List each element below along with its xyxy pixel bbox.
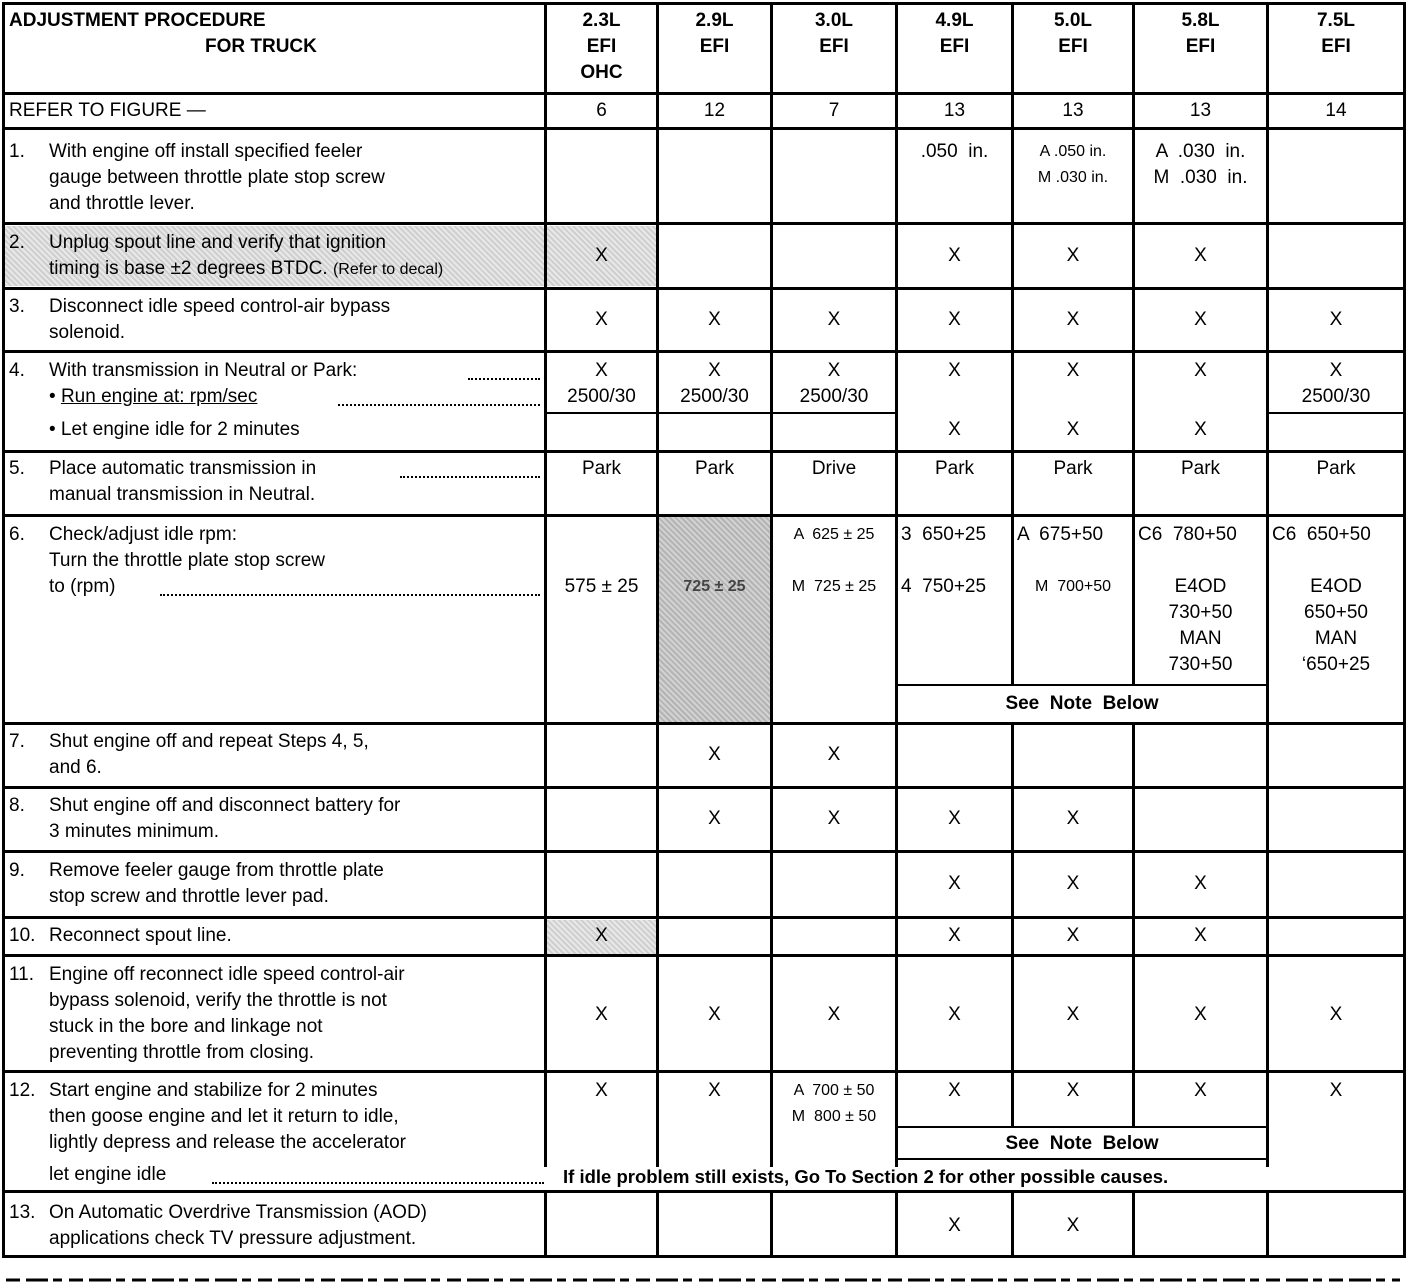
step-11-text-line-3: stuck in the bore and linkage not: [49, 1016, 323, 1037]
step-6-4-9l-value-3: 3 650+25: [901, 524, 987, 545]
step-13-text-line-1: On Automatic Overdrive Transmission (AOD): [49, 1202, 427, 1223]
step-11-2-9l-mark: X: [708, 1004, 721, 1025]
step-6-leader: [160, 594, 540, 596]
step-6-number: 6.: [9, 524, 25, 545]
step-13-number: 13.: [9, 1202, 36, 1223]
refer-to-figure-label: REFER TO FIGURE —: [9, 100, 206, 121]
step-6-text-line-3: to (rpm): [49, 576, 116, 597]
step-11-text-line-4: preventing throttle from closing.: [49, 1042, 315, 1063]
step-4-text-line-2: • Run engine at: rpm/sec: [49, 386, 258, 407]
row-line-8: [2, 850, 1406, 853]
step-7-text-line-1: Shut engine off and repeat Steps 4, 5,: [49, 731, 369, 752]
step-6-7-5l-e4od: E4OD: [1310, 576, 1362, 597]
step-12-see-note-below: See Note Below: [1005, 1133, 1159, 1154]
step-4-5-8l-mark: X: [1194, 360, 1207, 381]
row-line-9: [2, 916, 1406, 919]
step-6-3-0l-manual: M 725 ± 25: [791, 578, 877, 595]
step-3-text-line-2: solenoid.: [49, 322, 126, 343]
step-4-3-0l-mark: X: [827, 360, 841, 381]
step-7-3-0l-mark: X: [827, 744, 841, 765]
shaded-2-9l-idle-cell: [658, 516, 770, 722]
step-4-number: 4.: [9, 360, 25, 381]
title-line-2: FOR TRUCK: [205, 36, 317, 57]
step-6-5-0l-manual: M 700+50: [1034, 578, 1112, 595]
step-11-text-line-1: Engine off reconnect idle speed control-air: [49, 964, 405, 985]
title-line-1: ADJUSTMENT PROCEDURE: [9, 10, 266, 31]
step-4-2-3l-rpm: 2500/30: [567, 386, 636, 407]
row-line-1: [2, 222, 1406, 225]
step-7-2-9l-mark: X: [708, 744, 721, 765]
step-5-7-5l-value: Park: [1316, 458, 1356, 479]
step-8-number: 8.: [9, 795, 25, 816]
step-3-5-0l-mark: X: [1066, 309, 1080, 330]
step-4-5-0l-idle-mark: X: [1066, 419, 1080, 440]
step-8-4-9l-mark: X: [948, 808, 961, 829]
row-line-figure: [2, 127, 1406, 130]
engine-4-9l-type: EFI: [939, 36, 970, 57]
step-5-number: 5.: [9, 458, 25, 479]
step-2-text-line-2: timing is base ±2 degrees BTDC. (Refer to decal): [49, 258, 444, 279]
step-11-4-9l-mark: X: [948, 1004, 961, 1025]
figure-5-0l: 13: [1062, 100, 1084, 121]
figure-2-3l: 6: [596, 100, 607, 121]
step-10-2-3l-mark: X: [595, 925, 608, 946]
step-4-2-9l-mark: X: [708, 360, 721, 381]
engine-7-5l-type: EFI: [1321, 36, 1351, 57]
step-12-5-8l-mark: X: [1194, 1080, 1207, 1101]
step-4-text-line-3: • Let engine idle for 2 minutes: [49, 419, 300, 440]
step-2-4-9l-mark: X: [948, 245, 961, 266]
step-2-text-line-1: Unplug spout line and verify that ignition: [49, 232, 386, 253]
step-6-3-0l-auto: A 625 ± 25: [793, 526, 875, 543]
step-6-5-8l-man-value: 730+50: [1168, 654, 1233, 675]
step-8-text-line-2: 3 minutes minimum.: [49, 821, 219, 842]
step-10-number: 10.: [9, 925, 36, 946]
step-1-5-0l-auto: A .050 in.: [1039, 143, 1107, 160]
col-line-4: [895, 2, 898, 1167]
step-5-3-0l-value: Drive: [811, 458, 857, 479]
engine-2-9l-size: 2.9L: [695, 10, 734, 31]
border-bottom: [2, 1255, 1406, 1258]
step-2-number: 2.: [9, 232, 25, 253]
engine-2-3l-ohc: OHC: [580, 62, 623, 83]
step-9-4-9l-mark: X: [948, 873, 961, 894]
step4-subline-a: [544, 412, 897, 414]
step-6-4-9l-value-4: 4 750+25: [901, 576, 987, 597]
step-3-number: 3.: [9, 296, 25, 317]
step-6-text-line-2: Turn the throttle plate stop screw: [49, 550, 325, 571]
step-6-5-8l-man: MAN: [1179, 628, 1222, 649]
step-1-number: 1.: [9, 141, 25, 162]
step-11-text-line-2: bypass solenoid, verify the throttle is not: [49, 990, 387, 1011]
row-line-10: [2, 954, 1406, 957]
step-12-3-0l-manual: M 800 ± 50: [791, 1108, 877, 1125]
step-7-number: 7.: [9, 731, 25, 752]
step-3-2-9l-mark: X: [708, 309, 721, 330]
step-5-text-line-2: manual transmission in Neutral.: [49, 484, 316, 505]
step-10-4-9l-mark: X: [948, 925, 961, 946]
engine-3-0l-size: 3.0L: [814, 10, 854, 31]
step-3-text-line-1: Disconnect idle speed control-air bypass: [49, 296, 391, 317]
step-4-4-9l-idle-mark: X: [948, 419, 961, 440]
row-line-11: [2, 1070, 1406, 1073]
cropped-text-remnant-marks: [0, 1275, 1408, 1283]
step-6-7-5l-man-value: ‘650+25: [1301, 654, 1371, 675]
step-13-4-9l-mark: X: [948, 1215, 961, 1236]
step-3-2-3l-mark: X: [595, 309, 608, 330]
step-6-see-note-below: See Note Below: [1005, 693, 1159, 714]
step-13-5-0l-mark: X: [1066, 1215, 1080, 1236]
step-11-number: 11.: [9, 964, 35, 985]
step-5-4-9l-value: Park: [934, 458, 975, 479]
step-1-text-line-2: gauge between throttle plate stop screw: [49, 167, 385, 188]
step-6-2-3l-value: 575 ± 25: [564, 576, 639, 597]
figure-5-8l: 13: [1189, 100, 1212, 121]
step-6-text-line-1: Check/adjust idle rpm:: [49, 524, 237, 545]
step-4-2-9l-rpm: 2500/30: [680, 386, 749, 407]
step-5-5-8l-value: Park: [1180, 458, 1221, 479]
step-10-5-0l-mark: X: [1066, 925, 1080, 946]
step-9-5-8l-mark: X: [1194, 873, 1207, 894]
step-5-leader: [400, 476, 540, 478]
row-line-6: [2, 722, 1406, 725]
step-6-5-0l-auto: A 675+50: [1017, 524, 1104, 545]
step-6-7-5l-man: MAN: [1314, 628, 1358, 649]
col-line-1b: [544, 1192, 547, 1258]
step-6-7-5l-e4od-value: 650+50: [1304, 602, 1368, 623]
step-1-4-9l-value: .050 in.: [920, 141, 989, 162]
step-4-leader-1: [468, 378, 540, 380]
engine-3-0l-type: EFI: [819, 36, 849, 57]
figure-7-5l: 14: [1325, 100, 1347, 121]
step-12-text-line-4: let engine idle: [49, 1164, 167, 1185]
step-5-5-0l-value: Park: [1053, 458, 1093, 479]
engine-2-3l-type: EFI: [586, 36, 617, 57]
step-12-2-9l-mark: X: [708, 1080, 721, 1101]
step-12-5-0l-mark: X: [1066, 1080, 1080, 1101]
step-1-5-8l-manual: M .030 in.: [1153, 167, 1248, 188]
engine-5-8l-size: 5.8L: [1181, 10, 1220, 31]
step-9-text-line-2: stop screw and throttle lever pad.: [49, 886, 329, 907]
step-12-text-line-3: lightly depress and release the accelerator: [49, 1132, 406, 1153]
step-3-4-9l-mark: X: [948, 309, 961, 330]
step-9-number: 9.: [9, 860, 25, 881]
step-12-text-line-2: then goose engine and let it return to idle,: [49, 1106, 399, 1127]
step-4-7-5l-rpm: 2500/30: [1301, 386, 1371, 407]
step-6-5-8l-c6: C6 780+50: [1138, 524, 1237, 545]
step-4-2-3l-mark: X: [595, 360, 608, 381]
row-line-5: [2, 514, 1406, 517]
step-4-5-8l-idle-mark: X: [1194, 419, 1207, 440]
step6-note-top: [895, 684, 1269, 686]
step-10-5-8l-mark: X: [1194, 925, 1207, 946]
step-12-leader: [212, 1182, 544, 1184]
step-12-idle-problem-note: If idle problem still exists, Go To Section 2 for other possible causes.: [563, 1166, 1169, 1187]
step-2-refer-decal: (Refer to decal): [332, 261, 444, 278]
step-9-5-0l-mark: X: [1066, 873, 1080, 894]
step-1-5-0l-manual: M .030 in.: [1037, 169, 1109, 186]
step-12-3-0l-auto: A 700 ± 50: [793, 1082, 875, 1099]
step-8-5-0l-mark: X: [1066, 808, 1080, 829]
engine-5-0l-size: 5.0L: [1053, 10, 1093, 31]
step4-subline-b: [1266, 412, 1406, 414]
step-5-2-3l-value: Park: [581, 458, 622, 479]
step-1-text-line-1: With engine off install specified feeler: [49, 141, 363, 162]
step-2-5-0l-mark: X: [1066, 245, 1080, 266]
row-line-header: [2, 92, 1406, 95]
col-line-2b: [656, 1192, 659, 1258]
engine-2-3l-size: 2.3L: [582, 10, 621, 31]
step-12-2-3l-mark: X: [595, 1080, 608, 1101]
step-11-5-8l-mark: X: [1194, 1004, 1207, 1025]
row-line-2: [2, 287, 1406, 290]
step-12-text-line-1: Start engine and stabilize for 2 minutes: [49, 1080, 378, 1101]
row-line-4: [2, 450, 1406, 453]
step-6-5-8l-e4od: E4OD: [1174, 576, 1227, 597]
step-7-text-line-2: and 6.: [49, 757, 102, 778]
step-8-text-line-1: Shut engine off and disconnect battery for: [49, 795, 401, 816]
step-4-leader-2: [338, 404, 540, 406]
engine-5-0l-type: EFI: [1058, 36, 1088, 57]
figure-4-9l: 13: [943, 100, 966, 121]
col-line-7b: [1266, 1192, 1269, 1258]
engine-2-9l-type: EFI: [699, 36, 730, 57]
step-11-2-3l-mark: X: [595, 1004, 608, 1025]
step-5-text-line-1: Place automatic transmission in: [49, 458, 317, 479]
engine-7-5l-size: 7.5L: [1316, 10, 1356, 31]
step-4-4-9l-mark: X: [948, 360, 961, 381]
row-line-7: [2, 786, 1406, 789]
step-3-5-8l-mark: X: [1194, 309, 1207, 330]
border-top: [2, 2, 1406, 5]
step-8-2-9l-mark: X: [708, 808, 721, 829]
step-1-text-line-3: and throttle lever.: [49, 193, 195, 214]
row-line-12: [2, 1190, 1406, 1193]
step-4-3-0l-rpm: 2500/30: [799, 386, 869, 407]
step-4-text-line-1: With transmission in Neutral or Park:: [49, 360, 358, 381]
step-4-7-5l-mark: X: [1329, 360, 1343, 381]
cropped-text-remnant: [0, 1270, 1408, 1278]
col-line-3b: [770, 1192, 773, 1258]
figure-3-0l: 7: [828, 100, 840, 121]
step-4-5-0l-mark: X: [1066, 360, 1080, 381]
step12-note-top: [895, 1126, 1269, 1128]
step-5-2-9l-value: Park: [694, 458, 735, 479]
step-13-text-line-2: applications check TV pressure adjustment.: [49, 1228, 417, 1249]
step-10-text: Reconnect spout line.: [49, 925, 232, 946]
step-9-text-line-1: Remove feeler gauge from throttle plate: [49, 860, 384, 881]
step-12-4-9l-mark: X: [948, 1080, 961, 1101]
col-line-6c: [1132, 1192, 1135, 1258]
engine-4-9l-size: 4.9L: [935, 10, 974, 31]
step-6-2-9l-value: 725 ± 25: [683, 578, 746, 595]
step-11-7-5l-mark: X: [1329, 1004, 1343, 1025]
step-6-7-5l-c6: C6 650+50: [1272, 524, 1371, 545]
step-1-5-8l-auto: A .030 in.: [1155, 141, 1246, 162]
row-line-3: [2, 350, 1406, 353]
step-6-5-8l-e4od-value: 730+50: [1168, 602, 1233, 623]
step-2-5-8l-mark: X: [1194, 245, 1207, 266]
step-11-3-0l-mark: X: [827, 1004, 841, 1025]
step-3-7-5l-mark: X: [1329, 309, 1343, 330]
step-8-3-0l-mark: X: [827, 808, 841, 829]
step-11-5-0l-mark: X: [1066, 1004, 1080, 1025]
step-12-number: 12.: [9, 1080, 36, 1101]
step-2-2-3l-mark: X: [595, 245, 608, 266]
step-3-3-0l-mark: X: [827, 309, 841, 330]
figure-2-9l: 12: [703, 100, 726, 121]
step-12-7-5l-mark: X: [1329, 1080, 1343, 1101]
step12-note-bottom: [895, 1158, 1269, 1160]
engine-5-8l-type: EFI: [1185, 36, 1216, 57]
